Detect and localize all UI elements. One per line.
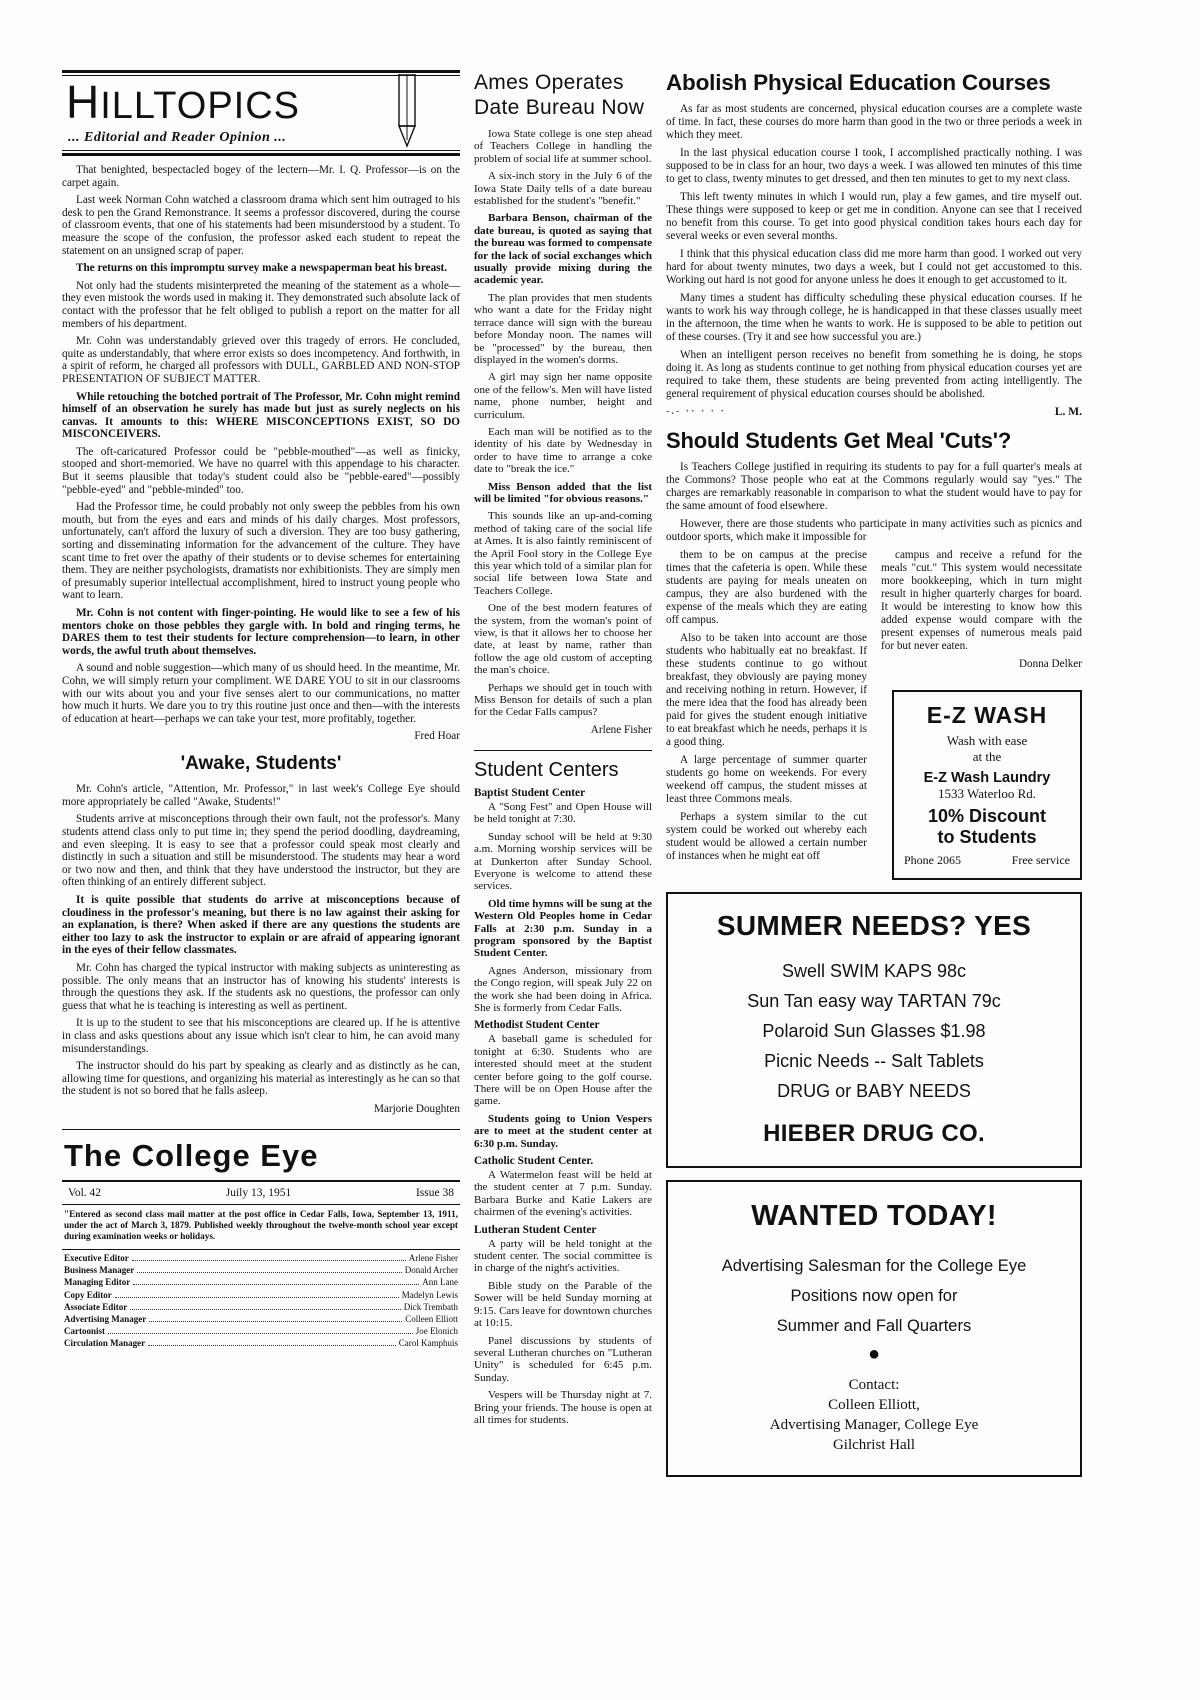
- cuts-byline: Donna Delker: [1018, 658, 1082, 670]
- staff-dots: [130, 1301, 400, 1310]
- staff-name: Colleen Elliott: [405, 1313, 458, 1324]
- staff-dots: [132, 1252, 406, 1261]
- staff-name: Madelyn Lewis: [401, 1289, 458, 1300]
- staff-dots: [137, 1264, 402, 1273]
- ames-headline-line2: Date Bureau Now: [474, 96, 645, 119]
- staff-dots: [115, 1289, 399, 1298]
- ad-hieber-drug[interactable]: [666, 892, 1082, 1168]
- staff-list: [62, 1250, 460, 1350]
- student-center-title: Catholic Student Center.: [474, 1155, 594, 1168]
- ez-wash-discount: [902, 806, 1072, 848]
- awake-para-2: Students arrive at misconceptions through their own fault, not the professor's. Many students attend class only to put time in; they spend the period doodling, daydreaming, and even sleeping. It is easy to see that a professor could speak most clearly and distinctly in such a situation and still be misunderstood. The students may hear a word or two now and then, and think that they have understood the instructor, but they are often thinking of an entirely different subject.: [62, 813, 460, 889]
- cuts-left-column: [666, 549, 867, 880]
- ames-para-10: Perhaps we should get in touch with Miss Benson for details of such a plan for the Cedar Falls campus?: [474, 681, 652, 719]
- wanted-contact-name: Colleen Elliott,: [828, 1397, 920, 1413]
- wanted-contact-block: [678, 1375, 1070, 1455]
- flag-legal-notice: "Entered as second class mail matter at the post office in Cedar Falls, Iowa, September 13, 1911, under the act of March 3, 1879. Published weekly throughout the twelve-month school year except during examination weeks or holidays.: [64, 1208, 458, 1241]
- ames-para-6: Each man will be notified as to the identity of his date by Wednesday in order to have time to arrange a coke date to "break the ice.": [474, 425, 652, 476]
- ames-headline: [474, 70, 652, 120]
- staff-row: [64, 1276, 458, 1288]
- ames-headline-line1: Ames Operates: [474, 71, 624, 94]
- summer-needs-item: DRUG or BABY NEEDS: [777, 1081, 971, 1101]
- column-three: [666, 70, 1082, 1477]
- wanted-line-3: Summer and Fall Quarters: [776, 1317, 972, 1335]
- staff-role: Associate Editor: [64, 1301, 128, 1312]
- ad-wanted-today[interactable]: [666, 1180, 1082, 1477]
- ames-para-1: Iowa State college is one step ahead of Teachers College in handling the problem of social life at summer school.: [474, 128, 652, 165]
- staff-role: Circulation Manager: [64, 1338, 146, 1349]
- column-two: [474, 70, 652, 1431]
- ames-para-9: One of the best modern features of the system, from the woman's point of view, is that it allows her to choose her date, at least by name, rather than follow the age old custom of accepting the man's choice.: [474, 602, 652, 677]
- cuts-intro-1: Is Teachers College justified in requiring its students to pay for a full quarter's meals at the Commons? Those people who eat at the Commons regularly would say "yes." The charges are remarkably reasonable in comparison to what the student would have to pay for the same amount of food elsewhere.: [666, 461, 1082, 512]
- staff-role: Advertising Manager: [64, 1313, 147, 1324]
- staff-role: Business Manager: [64, 1265, 135, 1276]
- summer-needs-item: Picnic Needs -- Salt Tablets: [764, 1051, 984, 1071]
- ez-wash-discount-line-1: 10% Discount: [927, 806, 1047, 826]
- staff-row: [64, 1252, 458, 1264]
- ad-ez-wash[interactable]: [892, 690, 1082, 880]
- student-center-para: A Watermelon feast will be held at the student center at 7 p.m. Sunday. Barbara Burke and Katie Lakers are chairmen of the evening's activities.: [474, 1169, 652, 1219]
- wanted-line-2: Positions now open for: [790, 1287, 958, 1305]
- wanted-today-title: WANTED TODAY!: [751, 1200, 997, 1232]
- abolish-para-6: When an intelligent person receives no benefit from something he is doing, he stops doing it. As long as students continue to get nothing from physical education courses yet are required to take them, these students are being prevented from acting intelligently. The general requirement of physical education courses should be abolished.: [666, 349, 1082, 400]
- ez-wash-address: 1533 Waterloo Rd.: [937, 786, 1036, 801]
- summer-needs-title: SUMMER NEEDS? YES: [716, 910, 1032, 941]
- awake-byline: Marjorie Doughten: [373, 1102, 460, 1115]
- awake-para-1: Mr. Cohn's article, "Attention, Mr. Professor," in last week's College Eye should more appropriately be called "Awake, Students!": [62, 783, 460, 808]
- student-center-title: Methodist Student Center: [474, 1019, 600, 1032]
- flag-rule-top: [62, 1180, 460, 1182]
- staff-role: Executive Editor: [64, 1252, 129, 1263]
- ames-para-4: The plan provides that men students who want a date for the Friday night terrace dance will sign with the bureau before Monday noon. The names will be "processed" by the bureau, then displayed in the women's dorms.: [474, 291, 652, 366]
- ez-wash-discount-line-2: to Students: [937, 827, 1037, 847]
- hilltopics-para-4: Mr. Cohn was understandably grieved over this tragedy of errors. He concluded, quite as understandably, that where error exists so does incompetency. And forthwith, in a spirit of reform, he charged all professors with DULL, GARBLED AND NON-STOP PRESENTATION OF SUBJECT MATTER.: [62, 335, 460, 385]
- ames-para-3: Barbara Benson, chairman of the date bureau, is quoted as saying that the bureau was formed to compensate for the lack of social exchanges which usually provide mixing during the academic year.: [474, 212, 652, 287]
- hilltopics-subtitle: ... Editorial and Reader Opinion ...: [68, 130, 287, 145]
- summer-needs-item: Polaroid Sun Glasses $1.98: [762, 1021, 986, 1041]
- flag-issue: Issue 38: [415, 1186, 454, 1199]
- abolish-para-1: As far as most students are concerned, physical education courses are a complete waste of time. In fact, these courses do more harm than good in the two or three periods a week in which they meet.: [666, 103, 1082, 141]
- cuts-right-column: [881, 549, 1082, 880]
- awake-para-3: Mr. Cohn has charged the typical instructor with making subjects as uninteresting as possible. The only means that an instructor has of knowing his students' interests is through the questions they ask. If the students ask no questions, the professor can only guess that what he is teaching is interesting as well as pertinent.: [62, 961, 460, 1012]
- staff-name: Joe Elonich: [415, 1326, 458, 1337]
- flag-issue-line: [62, 1185, 460, 1201]
- summer-needs-item: Swell SWIM KAPS 98c: [781, 961, 967, 981]
- staff-row: [64, 1289, 458, 1301]
- hilltopics-title-cap: H: [66, 76, 101, 128]
- student-center-para: Sunday school will be held at 9:30 a.m. Morning worship services will be at Dunkerton after Sunday School. Everyone is welcome to attend these services.: [474, 830, 652, 893]
- abolish-para-2: In the last physical education course I took, I accomplished practically nothing. I was supposed to be in class for an hour, two days a week. I was allowed ten minutes of this time to get to class, twenty minutes to get dressed, and then ten minutes to get to my next class.: [666, 147, 1082, 185]
- ez-wash-footer: [902, 853, 1072, 868]
- cuts-left-para-4: Perhaps a system similar to the cut system could be worked out whereby each student would be allowed a certain number of instances when he might eat off: [666, 811, 867, 862]
- wanted-line-1: Advertising Salesman for the College Eye: [721, 1257, 1027, 1275]
- ez-wash-phone: Phone 2065: [904, 853, 961, 867]
- flag-title: The College Eye: [64, 1137, 319, 1173]
- hilltopics-para-7: A sound and noble suggestion—which many of us should heed. In the meantime, Mr. Cohn, we will simply return your compliment. WE DARE YOU to sit in our classrooms with our wits about you and your five senses alert to our communications, no matter how much it hurts. We dare you to try this routine just once and then—with the interests of education at heart—perhaps we can take your test, more profitably, together.: [62, 662, 460, 725]
- bullet-dot-icon: ●: [867, 1343, 881, 1365]
- hilltopics-byline: Fred Hoar: [414, 730, 460, 743]
- staff-dots: [149, 1313, 402, 1322]
- staff-row: [64, 1313, 458, 1325]
- column-one: [62, 70, 460, 1350]
- student-center-title: Lutheran Student Center: [474, 1223, 597, 1236]
- student-center-para: Agnes Anderson, missionary from the Congo region, will speak July 22 on the work she had been doing in Africa. She is formerly from Cedar Falls.: [474, 964, 652, 1014]
- staff-name: Arlene Fisher: [408, 1252, 458, 1263]
- ames-para-2: A six-inch story in the July 6 of the Iowa State Daily tells of a date bureau established for the student's "benefit.": [474, 170, 652, 208]
- cuts-left-para-2: Also to be taken into account are those students who habitually eat no breakfast. If these students continue to go without breakfast, they obviously are paying money and receiving nothing in return. However, if the mere idea that the food has already been paid for gives the student enough initiative to eat breakfast which he needs, perhaps it is a good thing.: [666, 632, 867, 748]
- flag-date: Juily 13, 1951: [225, 1186, 292, 1199]
- cuts-left-para-1: them to be on campus at the precise times that the cafeteria is open. While these students are paying for meals uneaten on campus, they are also burdened with the expense of the meals which they are eating off campus.: [666, 549, 867, 626]
- student-center-para: Bible study on the Parable of the Sower will be held Sunday morning at 9:15. Cars leave for downtown churches at 10:15.: [474, 1279, 652, 1330]
- hieber-drug-store-name: HIEBER DRUG CO.: [763, 1120, 985, 1147]
- abolish-para-5: Many times a student has difficulty scheduling these physical education courses. If he wants to work his way through college, he is handicapped in that these classes usually meet in the afternoon, the time when he wants to work. He is supposed to be able to petition out of these courses. (Try it and see how successful you are.): [666, 292, 1082, 343]
- hilltopics-para-3: Not only had the students misinterpreted the meaning of the statement as a whole—they even mistook the words used in making it. They demonstrated such absolute lack of contact with the professor that he felt obliged to publish a report on the matter for all members of his department.: [62, 279, 460, 330]
- pen-nib-icon: [396, 74, 418, 148]
- student-centers-headline: Student Centers: [474, 750, 652, 782]
- staff-name: Ann Lane: [422, 1277, 458, 1288]
- hilltopics-bold-3: Mr. Cohn is not content with finger-pointing. He would like to see a few of his mentors choke on those pebbles they gargle with. In bold and ringing terms, he DARES them to test their students for lecture comprehension—to learn, in other words, the awful truth about themselves.: [62, 607, 460, 657]
- ames-para-8: This sounds like an up-and-coming method of taking care of the social life at Ames. It is also faintly reminiscent of the April Fool story in the College Eye this year which told of a similar plan for social life between Iowa State and Teachers College.: [474, 510, 652, 597]
- ez-wash-title: E-Z WASH: [926, 702, 1048, 728]
- staff-dots: [133, 1276, 419, 1285]
- student-center-para: Panel discussions by students of several Lutheran churches on "Lutheran Unity" is scheduled for 6:45 p.m. Sunday.: [474, 1334, 652, 1384]
- awake-para-4: It is up to the student to see that his misconceptions are cleared up. If he is attentive in class and asks questions about any issue which isn't clear to him, he can avoid many misunderstandings.: [62, 1017, 460, 1055]
- ames-byline: Arlene Fisher: [590, 723, 652, 736]
- hilltopics-masthead: [62, 70, 460, 156]
- ez-wash-service: Free service: [1011, 853, 1070, 867]
- hilltopics-para-5: The oft-caricatured Professor could be "pebble-mouthed"—as well as finicky, stooped and short-memoried. We have no quarrel with this appendage to his character. But it seems plausible that today's student could also be "pebble-eared"—possibly "pebble-eyed" and "pebble-minded" too.: [62, 445, 460, 496]
- ames-para-5: A girl may sign her name opposite one of the fellow's. Men will have listed name, phone number, height and curriculum.: [474, 371, 652, 421]
- cuts-left-para-3: A large percentage of summer quarter students go home on weekends. For every weekend off campus, the student misses at least three Commons meals.: [666, 754, 867, 805]
- abolish-initials: L. M.: [1054, 406, 1082, 418]
- staff-role: Copy Editor: [64, 1289, 112, 1300]
- student-center-para: A baseball game is scheduled for tonight at 6:30. Students who are interested should meet at the student center before going to the golf course. There will be on Open House after the game.: [474, 1033, 652, 1108]
- student-center-title: Baptist Student Center: [474, 786, 586, 799]
- flag-volume: Vol. 42: [68, 1186, 102, 1199]
- wanted-contact-label: Contact:: [848, 1377, 900, 1393]
- student-center-para: A "Song Fest" and Open House will be held tonight at 7:30.: [474, 800, 652, 826]
- wanted-contact-title: Advertising Manager, College Eye: [769, 1417, 979, 1433]
- page-sheet: [62, 70, 1082, 1630]
- staff-row: [64, 1337, 458, 1349]
- ez-wash-line-2: at the: [972, 749, 1002, 764]
- student-center-para: Vespers will be Thursday night at 7. Bring your friends. The house is open at all times for students.: [474, 1389, 652, 1426]
- student-center-bold: Old time hymns will be sung at the Western Old Peoples home in Cedar Falls at 2:30 p.m. Sunday in a program sponsored by the Baptist Student Center.: [474, 897, 652, 960]
- newspaper-flag: [62, 1129, 460, 1350]
- hilltopics-title-rest: ILLTOPICS: [100, 85, 301, 127]
- hilltopics-para-6: Had the Professor time, he could probably not only sweep the pebbles from his own mouth, but from the eyes and ears and minds of his daily charges. Most professors, unfortunately, can't afford the luxury of such a diversion. They are too busy gathering, sorting and disseminating information for the advancement of the culture. They have scant time to fret over the apathy of their students or to devise schemes for entertaining them. They are neither psychologists, dramatists nor exhibitionists. They are simply men of presumably superior intellectual accomplishment, hired to instruct young people who want to learn.: [62, 501, 460, 602]
- hilltopics-para-1: That benighted, bespectacled bogey of the lectern—Mr. I. Q. Professor—is on the carpet again.: [62, 164, 460, 189]
- masthead-top-rule: [62, 70, 460, 73]
- awake-bold-1: It is quite possible that students do arrive at misconceptions because of cloudiness in the professor's meaning, but there is no law against their asking for an explanation, is there? When asked if there are any questions the students are either too lazy to ask the instructor to explain or are afraid of appearing ignorant in the eyes of their fellow classmates.: [62, 893, 460, 957]
- abolish-para-3: This left twenty minutes in which I would run, play a few games, and tire myself out. These things were supposed to keep or get me in condition. Anyone can see that I received no benefit from this course. To get into good physical condition takes hours each day for several weeks or even several months.: [666, 191, 1082, 242]
- abolish-para-4: I think that this physical education class did me more harm than good. I worked out very hard for about twenty minutes, two days a week, but I could not get accustomed to this. Working out hard is not good for anyone unless he does it enough to get accustomed to it.: [666, 248, 1082, 286]
- staff-name: Dick Trembath: [403, 1301, 458, 1312]
- masthead-bottom-rule: [62, 153, 460, 156]
- ez-wash-line-1: Wash with ease: [946, 733, 1028, 748]
- abolish-headline: Abolish Physical Education Courses: [666, 70, 1051, 95]
- student-center-para: A party will be held tonight at the student center. The social committee is in charge of the night's activities.: [474, 1237, 652, 1275]
- staff-dots: [108, 1325, 413, 1334]
- staff-row: [64, 1264, 458, 1276]
- staff-row: [64, 1301, 458, 1313]
- staff-name: Carol Kamphuis: [398, 1338, 458, 1349]
- signoff-dash: -.- ·· · · ·: [666, 406, 726, 417]
- hilltopics-bold-2: While retouching the botched portrait of The Professor, Mr. Cohn might remind himself of an observation he surely has made but just as surely neglects on his canvas. It amounts to this: WHERE MISCONCEPTIONS EXIST, SO DO MISCONCEIVERS.: [62, 390, 460, 441]
- ez-wash-business-name: E-Z Wash Laundry: [923, 770, 1051, 786]
- student-center-bold: Students going to Union Vespers are to meet at the student center at 6:30 p.m. Sunday.: [474, 1112, 652, 1150]
- abolish-signoff: [666, 406, 1082, 418]
- cuts-split-columns: [666, 549, 1082, 880]
- staff-role: Cartoonist: [64, 1326, 105, 1337]
- staff-dots: [148, 1337, 396, 1346]
- staff-name: Donald Archer: [404, 1265, 458, 1276]
- staff-row: [64, 1325, 458, 1337]
- awake-para-5: The instructor should do his part by speaking as clearly and as distinctly as he can, allowing time for questions, and organizing his material as interestingly as he can so that the student is not so bored that he falls asleep.: [62, 1060, 460, 1098]
- awake-students-headline: 'Awake, Students': [180, 753, 342, 775]
- wanted-contact-place: Gilchrist Hall: [832, 1437, 916, 1453]
- cuts-right-para-1: campus and receive a refund for the meals "cut." This system would necessitate more bookkeeping, which in turn might result in higher quarterly charges for board. It would be interesting to know how this added expense would compare with the present expenses of numerous meals paid for but never eaten.: [881, 549, 1082, 652]
- hilltopics-para-2: Last week Norman Cohn watched a classroom drama which sent him outraged to his desk to pen the Grand Remonstrance. It seems a professor discovered, during the course of classroom events, that one of his statements had been misunderstood by a student. To measure the scope of the confusion, the professor asked each student to repeat the statement on an unsigned scrap of paper.: [62, 194, 460, 257]
- meal-cuts-headline: Should Students Get Meal 'Cuts'?: [666, 428, 1012, 453]
- hilltopics-bold-1: The returns on this impromptu survey make a newspaperman beat his breast.: [76, 262, 448, 275]
- summer-needs-item: Sun Tan easy way TARTAN 79c: [747, 991, 1001, 1011]
- cuts-intro-2: However, there are those students who participate in many activities such as picnics and outdoor sports, which make it impossible for: [666, 518, 1082, 543]
- staff-role: Managing Editor: [64, 1277, 131, 1288]
- ames-para-7: Miss Benson added that the list will be limited "for obvious reasons.": [474, 480, 652, 505]
